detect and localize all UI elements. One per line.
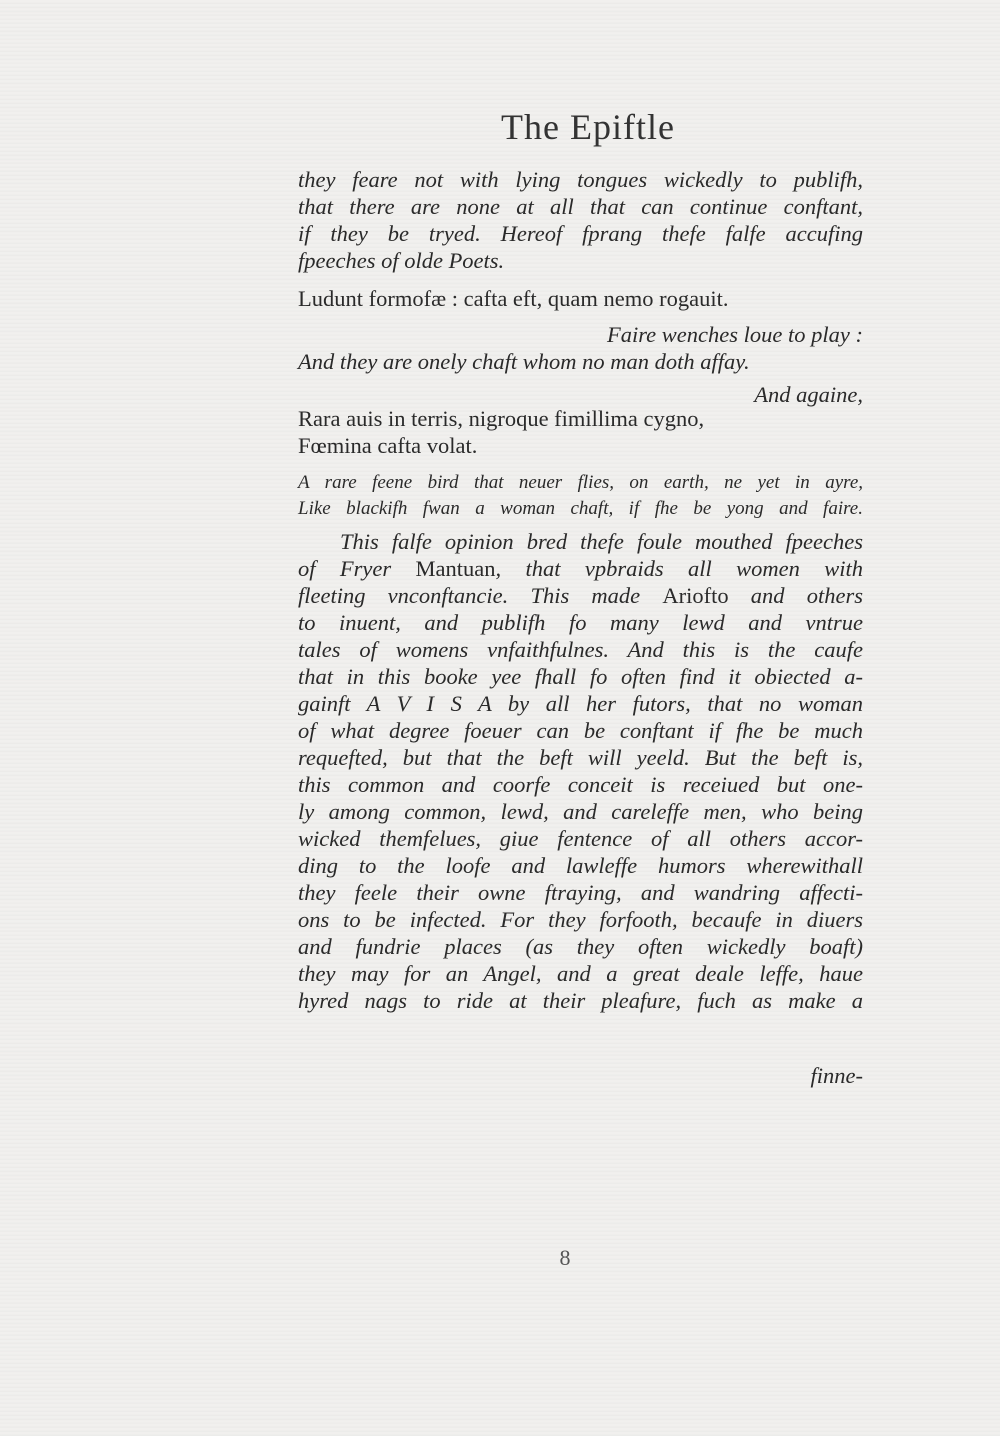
text-line [298,960,863,987]
text-line [298,609,863,636]
text-line: if they be tryed. Hereof fprang thefe falfe accufing [298,221,863,246]
text-fragment: they feele their owne ftraying, and wandring affecti- [298,880,863,905]
text-fragment: , that vpbraids all women with [495,556,864,581]
translation-line: And they are onely chaft whom no man doth affay. [298,349,750,374]
text-fragment: to inuent, and publifh fo many lewd and vntrue [298,610,863,635]
text-fragment: of what degree foeuer can be conftant if fhe be much [298,718,863,743]
catchword-block [298,1062,863,1089]
text-line [298,987,863,1014]
translation-line: Faire wenches loue to play : [607,322,863,347]
text-line: that there are none at all that can continue conftant, [298,194,863,219]
translation-line: Like blackifh fwan a woman chaft, if fhe be yong and faire. [298,498,863,519]
text-line [298,636,863,663]
text-line [298,690,863,717]
text-fragment: ding to the loofe and lawleffe humors wherewithall [298,853,863,878]
text-line [298,528,863,555]
text-fragment: hyred nags to ride at their pleafure, fuch as make a [298,988,863,1013]
text-line [298,798,863,825]
text-fragment: fleeting vnconftancie. This made [298,583,663,608]
text-fragment: wicked themfelues, giue fentence of all others accor- [298,826,863,851]
text-line [298,933,863,960]
latin-line: Rara auis in terris, nigroque fimillima cygno, [298,406,705,431]
latin-quote-2 [298,405,863,459]
text-line [298,555,863,582]
text-line [298,771,863,798]
transition-line: And againe, [754,382,863,407]
text-line [298,663,863,690]
translation-line: A rare feene bird that neuer flies, on earth, ne yet in ayre, [298,472,863,493]
text-fragment: they may for an Angel, and a great deale leffe, haue [298,961,863,986]
and-againe [298,381,863,408]
proper-name: Mantuan [415,556,496,581]
text-fragment: requefted, but that the beft will yeeld. But the beft is, [298,745,863,770]
text-line [298,744,863,771]
page-number: 8 [559,1245,571,1270]
paragraph-1 [298,166,863,274]
page-title: The Epiftle [501,107,675,147]
text-fragment: this common and coorfe conceit is receiued but one- [298,772,863,797]
text-fragment: of Fryer [298,556,416,581]
text-line [298,582,863,609]
text-fragment: This falfe opinion bred thefe foule mouthed fpeeches [340,529,863,554]
text-fragment: tales of womens vnfaithfulnes. And this is the caufe [298,637,863,662]
latin-line: Ludunt formofæ : cafta eft, quam nemo rogauit. [298,286,729,311]
text-fragment: and fundrie places (as they often wickedly boaft) [298,934,863,959]
text-line [298,906,863,933]
text-line [298,852,863,879]
text-fragment: ly among common, lewd, and careleffe men, who being [298,799,863,824]
paragraph-2 [298,528,863,1014]
catchword: finne- [810,1063,863,1088]
text-fragment: that in this booke yee fhall fo often find it obiected a- [298,664,863,689]
proper-name: Ariofto [662,583,729,608]
text-fragment: ons to be infected. For they forfooth, becaufe in diuers [298,907,863,932]
text-fragment: and others [728,583,864,608]
text-line [298,717,863,744]
latin-quote-1 [298,285,863,312]
translation-2 [298,470,863,522]
text-fragment: gainft A V I S A by all her futors, that no woman [298,691,863,716]
text-line: they feare not with lying tongues wickedly to publifh, [298,167,863,192]
text-line [298,879,863,906]
text-line [298,825,863,852]
text-line: fpeeches of olde Poets. [298,248,505,273]
translation-1 [298,321,863,375]
latin-line: Fœmina cafta volat. [298,433,478,458]
